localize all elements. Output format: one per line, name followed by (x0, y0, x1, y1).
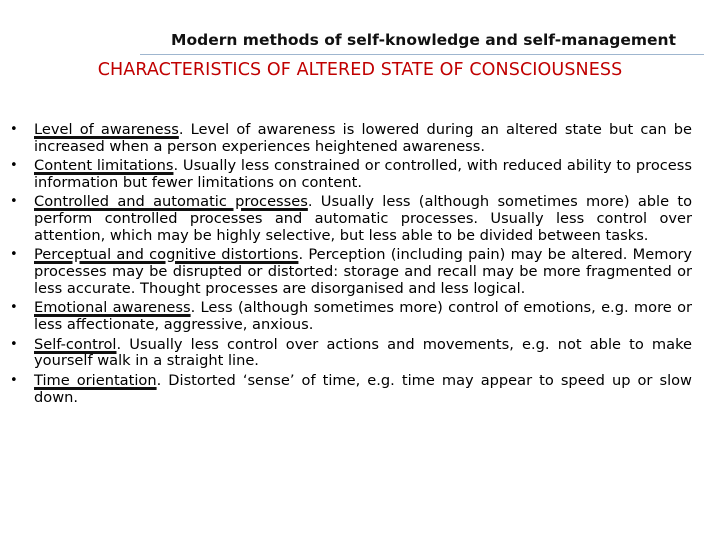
list-item (10, 337, 692, 371)
bullet-term: Time orientation (34, 371, 157, 389)
bullet-term: Content limitations (34, 157, 174, 175)
list-item (10, 122, 692, 156)
bullet-icon: • (10, 122, 18, 137)
slide-title: CHARACTERISTICS OF ALTERED STATE OF CONSCIOUSNESS (97, 60, 623, 80)
bullet-text: . Perception (including pain) may be altered. Memory processes may be disrupted or distorted: storage and recall may be more fragmented or less accurate. Thought processes are disorganised and less logical. (34, 246, 693, 297)
bullet-list (10, 122, 692, 409)
bullet-text: . Less (although sometimes more) control of emotions, e.g. more or less affectionate, aggressive, anxious. (34, 299, 693, 334)
bullet-text: . Usually less constrained or controlled, with reduced ability to process information but fewer limitations on content. (34, 157, 692, 191)
header-title: Modern methods of self-knowledge and self-management (171, 31, 676, 49)
bullet-text: . Usually less (although sometimes more) able to perform controlled processes and automatic processes. Usually less control over attention, which may be highly selective, but less able to be divided between tasks. (34, 193, 692, 244)
bullet-term: Self-control (34, 335, 117, 353)
bullet-icon: • (10, 194, 18, 210)
bullet-text: . Usually less control over actions and movements, e.g. not able to make yourself walk in a straight line. (34, 335, 692, 370)
bullet-icon: • (10, 336, 18, 352)
bullet-icon: • (10, 158, 18, 174)
bullet-text: . Level of awareness is lowered during an altered state but can be increased when a person experiences heightened awareness. (34, 121, 693, 155)
bullet-icon: • (10, 372, 18, 388)
bullet-icon: • (10, 300, 18, 316)
bullet-term: Perceptual and cognitive distortions (34, 246, 299, 264)
list-item (10, 373, 692, 407)
bullet-icon: • (10, 247, 18, 263)
header-divider (140, 54, 704, 55)
bullet-term: Emotional awareness (34, 299, 191, 317)
list-item (10, 300, 692, 334)
bullet-text: . Distorted ‘sense’ of time, e.g. time may appear to speed up or slow down. (34, 371, 692, 406)
bullet-term: Controlled and automatic processes (34, 193, 308, 211)
list-item (10, 194, 692, 244)
list-item (10, 247, 692, 297)
list-item (10, 158, 692, 192)
bullet-term: Level of awareness (34, 121, 179, 138)
